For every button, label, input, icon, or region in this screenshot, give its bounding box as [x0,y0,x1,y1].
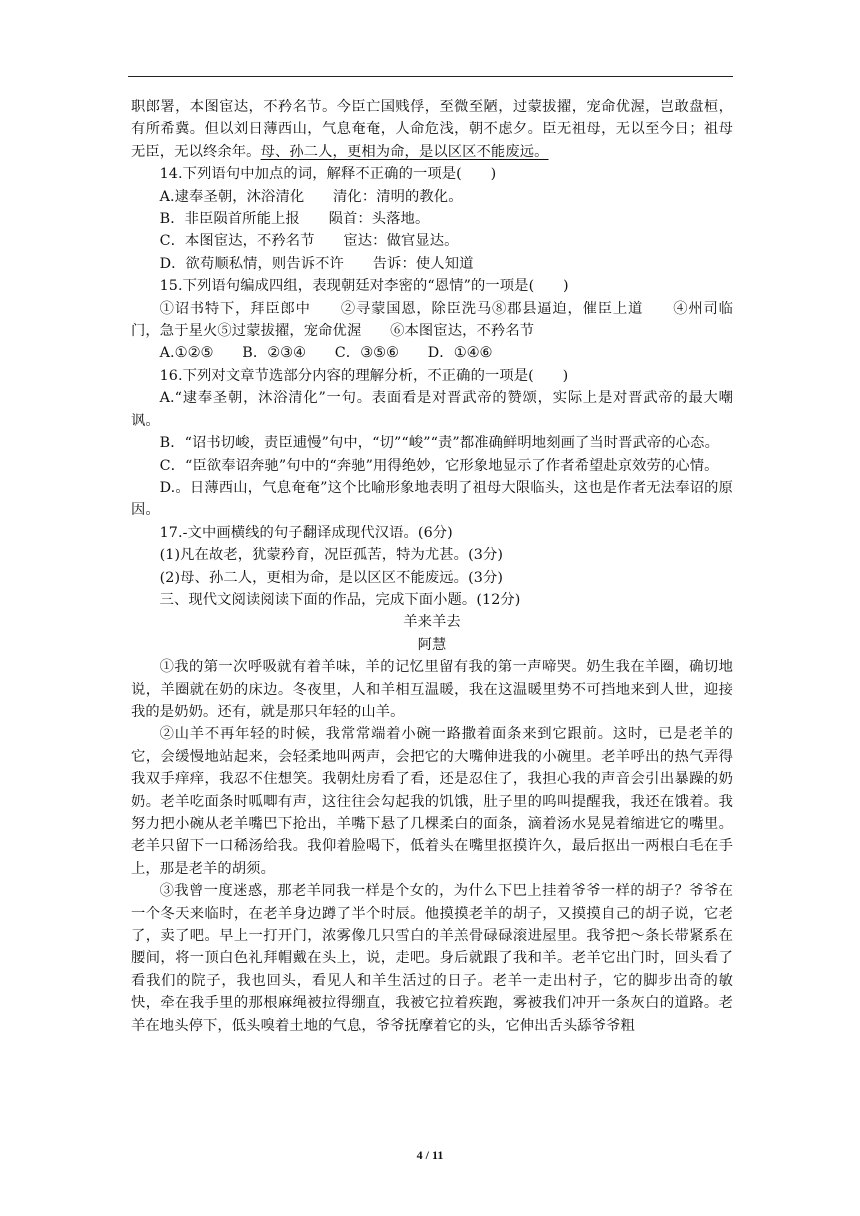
passage-top-text: 职郎署，本图宦达，不矜名节。今臣亡国贱俘，至微至陋，过蒙拔擢，宠命优渥，岂敢盘桓，有所希冀。但以刘日薄西山，气息奄奄，人命危浅，朝不虑夕。臣无祖母，无以至今日；祖母无臣，无以终余年。 [131,99,733,160]
q15-items: ①诏书特下，拜臣郎中 ②寻蒙国恩，除臣洗马⑧郡县逼迫，催臣上道 ④州司临门，急于星火⑤过蒙拔擢，宠命优渥 ⑥本图宦达，不矜名节 [131,300,733,340]
q14-stem: 14.下列语句中加点的词，解释不正确的一项是( ) [159,166,497,183]
section-heading: 三、现代文阅读阅读下面的作品，完成下面小题。(12分) [159,591,521,608]
q17-stem: 17.-文中画横线的句子翻译成现代汉语。(6分) [159,524,453,541]
document-body [131,96,733,1037]
q16-stem: 16.下列对文章节选部分内容的理解分析，不正确的一项是( ) [159,367,569,384]
q17-sentence-2: (2)母、孙二人，更相为命，是以区区不能废远。(3分) [159,569,504,586]
page-number: 4 / 11 [416,1148,444,1162]
underlined-sentence: 母、孙二人，更相为命，是以区区不能废远。 [260,143,549,160]
q14-option-a: A.逮奉圣朝，沐浴清化 清化：清明的教化。 [159,188,463,205]
q14-option-b: B．非臣陨首所能上报 陨首：头落地。 [159,211,430,228]
article-paragraph-1: ①我的第一次呼吸就有着羊味，羊的记忆里留有我的第一声啼哭。奶生我在羊圈，确切地说，羊圈就在奶的床边。冬夜里，人和羊相互温暖，我在这温暖里势不可挡地来到人世，迎接我的是奶奶。还有，就是那只年轻的山羊。 [131,659,733,720]
article-author: 阿慧 [417,636,447,653]
article-title: 羊来羊去 [403,614,461,631]
q17-sentence-1: (1)凡在故老，犹蒙矜育，况臣孤苦，特为尤甚。(3分) [159,547,504,564]
q16-option-d: D.。日薄西山，气息奄奄”这个比喻形象地表明了祖母大限临头，这也是作者无法奉诏的原因。 [131,479,733,519]
article-paragraph-3: ③我曾一度迷惑，那老羊同我一样是个女的，为什么下巴上挂着爷爷一样的胡子？爷爷在一个冬天来临时，在老羊身边蹲了半个时辰。他摸摸老羊的胡子，又摸摸自己的胡子说，它老了，卖了吧。早上一打开门，浓雾像几只雪白的羊羔骨碌碌滚进屋里。我爷把～条长带紧系在腰间，将一顶白色礼拜帽戴在头上，说，走吧。身后就跟了我和羊。老羊它出门时，回头看了看我们的院子，我也回头，看见人和羊生活过的日子。老羊一走出村子，它的脚步出奇的敏快，牵在我手里的那根麻绳被拉得绷直，我被它拉着疾跑，雾被我们冲开一条灰白的道路。老羊在地头停下，低头嗅着土地的气息，爷爷抚摩着它的头，它伸出舌头舔爷爷粗 [131,883,733,1034]
q15-options: A.①②⑤ B．②③④ C．③⑤⑥ D．①④⑥ [159,345,493,362]
passage-top [131,96,733,163]
q14-option-c: C．本图宦达，不矜名节 宦达：做官显达。 [159,233,459,250]
q16-option-a: A.“逮奉圣朝，沐浴清化”一句。表面看是对晋武帝的赞颂，实际上是对晋武帝的最大嘲讽。 [131,390,733,429]
q16-option-c: C．“臣欲奉诏奔驰”句中的“奔驰”用得绝妙，它形象地显示了作者希望赴京效劳的心情。 [159,457,719,474]
q15-stem: 15.下列语句编成四组，表现朝廷对李密的“恩情”的一项是( ) [159,278,569,295]
q14-option-d: D．欲苟顺私情，则告诉不许 告诉：使人知道 [159,255,474,272]
q16-option-b: B．“诏书切峻，责臣逋慢”句中，“切”“峻”“责”都准确鲜明地刻画了当时晋武帝的心态。 [159,435,719,452]
article-paragraph-2: ②山羊不再年轻的时候，我常常端着小碗一路撒着面条来到它跟前。这时，已是老羊的它，会缓慢地站起来，会轻柔地叫两声，会把它的大嘴伸进我的小碗里。老羊呼出的热气弄得我双手痒痒，我忍不住想笑。我朝灶房看了看，还是忍住了，我担心我的声音会引出暴躁的奶奶。老羊吃面条时呱唧有声，这往往会勾起我的饥饿，肚子里的呜叫提醒我，我还在饿着。我努力把小碗从老羊嘴巴下抢出，羊嘴下悬了几棵柔白的面条，滴着汤水晃晃着缩进它的嘴里。老羊只留下一口稀汤给我。我仰着脸喝下，低着头在嘴里抠摸许久，最后抠出一两根白毛在手上，那是老羊的胡须。 [131,726,733,877]
header-rule [128,76,733,77]
